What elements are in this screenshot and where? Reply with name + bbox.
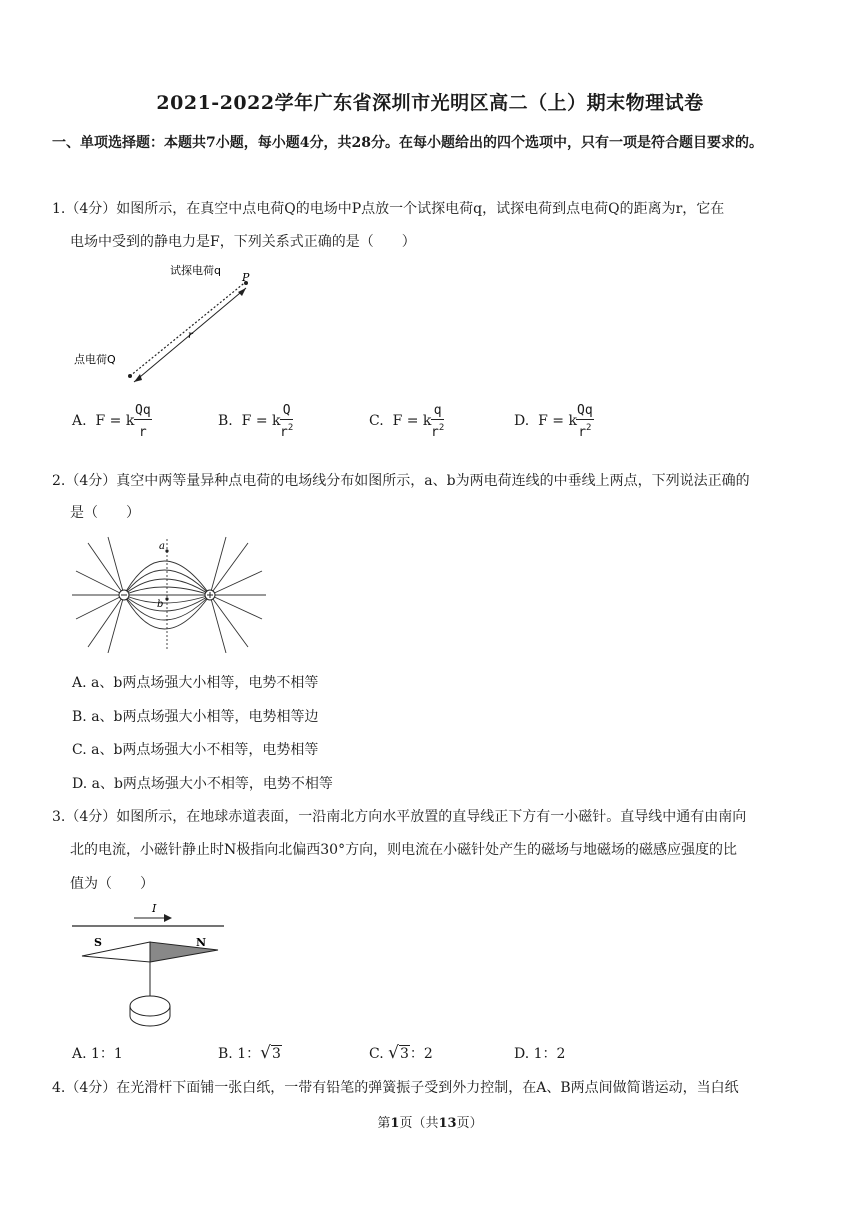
q2-option-b: B. a、b两点场强大小相等，电势相等边 — [72, 709, 319, 725]
distance-arrow-start — [134, 374, 142, 382]
page-footer: 第1页（共13页） — [377, 1116, 483, 1131]
field-line — [124, 561, 210, 595]
field-line — [210, 595, 262, 619]
field-line — [210, 595, 226, 653]
compass-wire-figure — [72, 898, 232, 1032]
section-heading: 一、单项选择题：本题共7小题，每小题4分，共28分。在每小题给出的四个选项中，只有一项是符合题目要求的。 — [52, 135, 763, 151]
question-3-line-3: 值为（ ） — [70, 876, 154, 892]
q1-option-d-fraction: $\frac{Qq}{r^2}$ — [577, 403, 593, 440]
q1-option-c-text: C. F = k — [369, 413, 432, 429]
q1-option-c-fraction: $\frac{q}{r^2}$ — [431, 403, 445, 440]
dipole-field-figure — [72, 535, 266, 653]
sqrt-icon: √ — [388, 1043, 399, 1063]
field-line — [76, 571, 124, 595]
field-line — [76, 595, 124, 619]
field-dashed-line — [130, 280, 248, 376]
field-line — [210, 543, 248, 595]
q3-option-c: C. √3：2 — [369, 1043, 433, 1063]
question-1-line-1: 1.（4分）如图所示，在真空中点电荷Q的电场中P点放一个试探电荷q，试探电荷到点电荷Q的距离为r，它在 — [52, 201, 725, 217]
question-1-line-2: 电场中受到的静电力是F，下列关系式正确的是（ ） — [70, 234, 416, 250]
q3-option-d: D. 1：2 — [514, 1046, 566, 1062]
field-line — [210, 595, 248, 647]
question-3-line-1: 3.（4分）如图所示，在地球赤道表面，一沿南北方向水平放置的直导线正下方有一小磁针。直导线中通有由南向 — [52, 809, 747, 825]
q1-option-b-fraction: $\frac{Q}{r^2}$ — [280, 403, 294, 440]
q2-option-c: C. a、b两点场强大小不相等，电势相等 — [72, 742, 319, 758]
q3-option-b: B. 1：√3 — [218, 1043, 281, 1063]
page-title: 2021-2022学年广东省深圳市光明区高二（上）期末物理试卷 — [156, 92, 704, 114]
point-a-dot — [165, 549, 168, 552]
field-line — [88, 595, 124, 647]
question-4-line-1: 4.（4分）在光滑杆下面铺一张白纸，一带有铅笔的弹簧振子受到外力控制，在A、B两点间做简谐运动，当白纸 — [52, 1080, 739, 1096]
q1-option-a-fraction: $\frac{Qq}{r}$ — [135, 403, 151, 440]
point-charge-figure — [70, 258, 270, 388]
sqrt-icon: √ — [260, 1043, 271, 1063]
q3-option-a: A. 1：1 — [72, 1046, 123, 1062]
question-2-line-2: 是（ ） — [70, 505, 140, 521]
point-charge-dot — [128, 374, 132, 378]
compass-base-top — [130, 996, 170, 1016]
test-charge-label: 试探电荷q — [170, 264, 221, 277]
north-label: N — [196, 936, 207, 949]
point-b-label: b — [157, 599, 164, 610]
field-line — [108, 537, 124, 595]
field-line — [108, 595, 124, 653]
question-3-line-2: 北的电流，小磁针静止时N极指向北偏西30°方向，则电流在小磁针处产生的磁场与地磁场的磁感应强度的比 — [70, 842, 738, 858]
field-line — [88, 543, 124, 595]
current-arrow-head — [164, 914, 172, 922]
distance-arrow-end — [238, 288, 246, 296]
point-b-dot — [165, 597, 168, 600]
field-line — [210, 537, 226, 595]
field-line — [210, 571, 262, 595]
q1-option-b-text: B. F = k — [218, 413, 281, 429]
needle-north-half — [150, 942, 218, 962]
question-2-line-1: 2.（4分）真空中两等量异种点电荷的电场线分布如图所示，a、b为两电荷连线的中垂线上两点，下列说法正确的 — [52, 473, 750, 489]
point-charge-label: 点电荷Q — [74, 353, 116, 366]
q2-option-d: D. a、b两点场强大小不相等，电势不相等 — [72, 776, 333, 792]
p-label: P — [242, 271, 250, 284]
q1-option-d-text: D. F = k — [514, 413, 577, 429]
point-a-label: a — [159, 541, 165, 552]
q1-option-a-text: A. F = k — [72, 413, 135, 429]
needle-south-half — [82, 942, 150, 962]
south-label: S — [94, 936, 102, 949]
r-label: r — [188, 330, 193, 341]
q2-option-a: A. a、b两点场强大小相等，电势不相等 — [72, 675, 319, 691]
current-label: I — [152, 902, 157, 915]
